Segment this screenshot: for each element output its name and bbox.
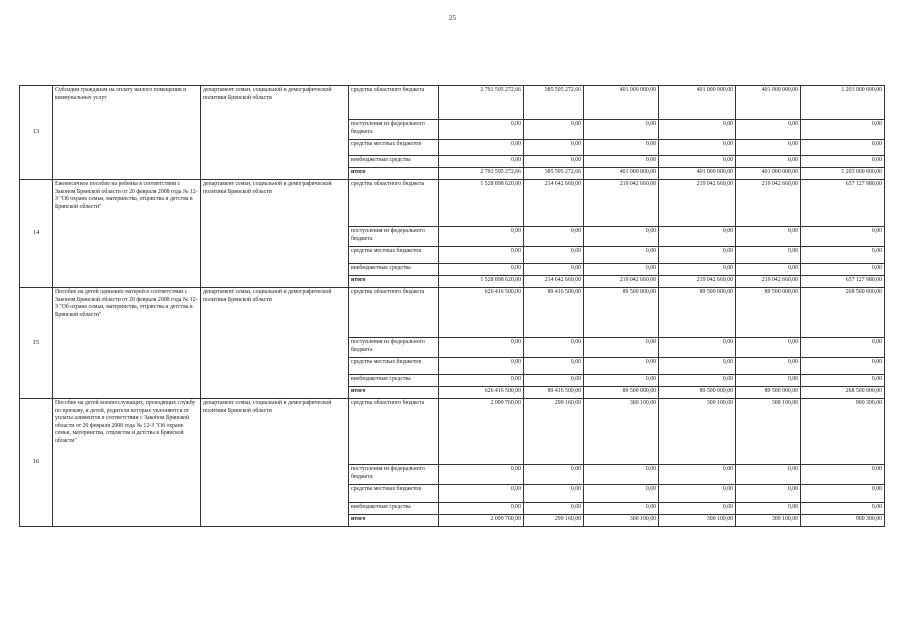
- amount-cell: 0,00: [801, 140, 885, 156]
- amount-cell: 0,00: [659, 140, 736, 156]
- amount-cell: 0,00: [801, 338, 885, 358]
- amount-cell: 0,00: [736, 120, 801, 140]
- amount-cell: 0,00: [801, 156, 885, 168]
- amount-cell: 0,00: [524, 358, 584, 375]
- amount-cell: 0,00: [659, 358, 736, 375]
- amount-cell: 89 416 500,00: [524, 288, 584, 338]
- budget-table: [19, 85, 885, 527]
- amount-cell: 0,00: [801, 465, 885, 485]
- amount-cell: 0,00: [584, 465, 659, 485]
- amount-cell: 89 500 000,00: [736, 387, 801, 399]
- amount-cell: 0,00: [584, 247, 659, 264]
- amount-cell: 214 642 660,00: [524, 276, 584, 288]
- amount-cell: 219 042 660,00: [659, 276, 736, 288]
- amount-cell: 0,00: [439, 140, 524, 156]
- amount-cell: 0,00: [736, 375, 801, 387]
- funding-source: средства областного бюджета: [349, 288, 439, 338]
- measure-name: Пособие на детей военнослужащих, проходящих службу по призыву, и детей, родители которых уклоняются от уплаты алиментов в соответствии с Законом Брянской области от 20 февраля 2008 года № 12-З "Об охране семьи, материнства, отцовства и детства в Брянской области": [53, 399, 201, 527]
- amount-cell: 0,00: [439, 227, 524, 247]
- amount-cell: 1 528 898 620,00: [439, 276, 524, 288]
- amount-cell: 0,00: [801, 120, 885, 140]
- amount-cell: 0,00: [524, 338, 584, 358]
- row-number: 15: [20, 288, 53, 399]
- amount-cell: 0,00: [736, 247, 801, 264]
- amount-cell: 0,00: [524, 375, 584, 387]
- amount-cell: 299 160,00: [524, 399, 584, 465]
- funding-source: поступления из федерального бюджета: [349, 120, 439, 140]
- amount-cell: 1 203 000 000,00: [801, 86, 885, 120]
- amount-cell: 1 203 000 000,00: [801, 168, 885, 180]
- amount-cell: 0,00: [524, 503, 584, 515]
- row-number: 16: [20, 399, 53, 527]
- amount-cell: 0,00: [659, 465, 736, 485]
- funding-source: средства местных бюджетов: [349, 485, 439, 503]
- amount-cell: 89 416 500,00: [524, 387, 584, 399]
- amount-cell: 0,00: [736, 358, 801, 375]
- amount-cell: 900 300,00: [801, 399, 885, 465]
- amount-cell: 300 100,00: [584, 515, 659, 527]
- amount-cell: 0,00: [439, 120, 524, 140]
- amount-cell: 401 000 000,00: [659, 86, 736, 120]
- amount-cell: 657 127 980,00: [801, 276, 885, 288]
- amount-cell: 0,00: [439, 485, 524, 503]
- amount-cell: 0,00: [439, 358, 524, 375]
- amount-cell: 214 642 660,00: [524, 180, 584, 227]
- funding-source: внебюджетные средства: [349, 264, 439, 276]
- funding-source: средства местных бюджетов: [349, 247, 439, 264]
- responsible-department: департамент семьи, социальной и демографической политики Брянской области: [201, 86, 349, 180]
- amount-cell: 0,00: [439, 465, 524, 485]
- amount-cell: 401 000 000,00: [736, 168, 801, 180]
- amount-cell: 0,00: [439, 247, 524, 264]
- amount-cell: 401 000 000,00: [584, 168, 659, 180]
- amount-cell: 0,00: [524, 264, 584, 276]
- amount-cell: 0,00: [524, 465, 584, 485]
- total-label: итого: [349, 515, 439, 527]
- amount-cell: 219 042 660,00: [584, 276, 659, 288]
- amount-cell: 219 042 660,00: [659, 180, 736, 227]
- total-label: итого: [349, 168, 439, 180]
- amount-cell: 0,00: [439, 338, 524, 358]
- amount-cell: 0,00: [736, 485, 801, 503]
- amount-cell: 0,00: [584, 140, 659, 156]
- funding-source: средства местных бюджетов: [349, 358, 439, 375]
- amount-cell: 89 500 000,00: [659, 387, 736, 399]
- total-label: итого: [349, 276, 439, 288]
- amount-cell: 0,00: [584, 485, 659, 503]
- funding-source: средства местных бюджетов: [349, 140, 439, 156]
- amount-cell: 900 300,00: [801, 515, 885, 527]
- amount-cell: 0,00: [584, 227, 659, 247]
- row-number: 13: [20, 86, 53, 180]
- total-label: итого: [349, 387, 439, 399]
- table-row: [20, 288, 885, 338]
- amount-cell: 0,00: [584, 120, 659, 140]
- amount-cell: 0,00: [524, 247, 584, 264]
- amount-cell: 300 100,00: [736, 515, 801, 527]
- amount-cell: 0,00: [801, 375, 885, 387]
- amount-cell: 0,00: [659, 247, 736, 264]
- measure-name: Субсидии гражданам на оплату жилого помещения и коммунальных услуг: [53, 86, 201, 180]
- measure-name: Пособие на детей одиноких матерей в соответствии с Законом Брянской области от 20 февраля 2008 года № 12-З "Об охране семьи, материнства, отцовства и детства в Брянской области": [53, 288, 201, 399]
- amount-cell: 0,00: [801, 358, 885, 375]
- funding-source: поступления из федерального бюджета: [349, 465, 439, 485]
- funding-source: поступления из федерального бюджета: [349, 227, 439, 247]
- amount-cell: 626 416 500,00: [439, 288, 524, 338]
- amount-cell: 0,00: [439, 156, 524, 168]
- table-row: [20, 180, 885, 227]
- funding-source: средства областного бюджета: [349, 180, 439, 227]
- amount-cell: 0,00: [801, 485, 885, 503]
- amount-cell: 0,00: [801, 227, 885, 247]
- amount-cell: 0,00: [439, 375, 524, 387]
- amount-cell: 300 100,00: [736, 399, 801, 465]
- responsible-department: департамент семьи, социальной и демографической политики Брянской области: [201, 180, 349, 288]
- amount-cell: 0,00: [584, 375, 659, 387]
- funding-source: средства областного бюджета: [349, 86, 439, 120]
- responsible-department: департамент семьи, социальной и демографической политики Брянской области: [201, 399, 349, 527]
- row-number: 14: [20, 180, 53, 288]
- amount-cell: 89 500 000,00: [584, 288, 659, 338]
- amount-cell: 0,00: [584, 264, 659, 276]
- amount-cell: 89 500 000,00: [584, 387, 659, 399]
- amount-cell: 0,00: [584, 338, 659, 358]
- amount-cell: 299 160,00: [524, 515, 584, 527]
- amount-cell: 0,00: [659, 338, 736, 358]
- amount-cell: 626 416 500,00: [439, 387, 524, 399]
- amount-cell: 2 791 595 272,66: [439, 168, 524, 180]
- amount-cell: 0,00: [736, 227, 801, 247]
- funding-source: внебюджетные средства: [349, 375, 439, 387]
- amount-cell: 0,00: [524, 140, 584, 156]
- funding-source: поступления из федерального бюджета: [349, 338, 439, 358]
- amount-cell: 0,00: [659, 485, 736, 503]
- amount-cell: 2 099 760,00: [439, 399, 524, 465]
- amount-cell: 0,00: [584, 503, 659, 515]
- amount-cell: 2 791 595 272,66: [439, 86, 524, 120]
- amount-cell: 0,00: [801, 247, 885, 264]
- amount-cell: 268 500 000,00: [801, 288, 885, 338]
- amount-cell: 385 595 272,66: [524, 86, 584, 120]
- amount-cell: 219 042 660,00: [736, 276, 801, 288]
- amount-cell: 0,00: [524, 120, 584, 140]
- amount-cell: 300 100,00: [659, 399, 736, 465]
- amount-cell: 0,00: [659, 264, 736, 276]
- amount-cell: 401 000 000,00: [659, 168, 736, 180]
- amount-cell: 0,00: [736, 140, 801, 156]
- amount-cell: 1 528 898 620,00: [439, 180, 524, 227]
- amount-cell: 89 500 000,00: [736, 288, 801, 338]
- amount-cell: 0,00: [801, 503, 885, 515]
- amount-cell: 401 000 000,00: [736, 86, 801, 120]
- amount-cell: 0,00: [584, 156, 659, 168]
- amount-cell: 0,00: [524, 485, 584, 503]
- table-row: [20, 399, 885, 465]
- measure-name: Ежемесячное пособие на ребенка в соответствии с Законом Брянской области от 20 февраля 2008 года № 12-З "Об охране семьи, материнства, отцовства и детства в Брянской области": [53, 180, 201, 288]
- amount-cell: 0,00: [801, 264, 885, 276]
- amount-cell: 0,00: [736, 264, 801, 276]
- amount-cell: 0,00: [439, 264, 524, 276]
- amount-cell: 89 500 000,00: [659, 288, 736, 338]
- responsible-department: департамент семьи, социальной и демографической политики Брянской области: [201, 288, 349, 399]
- funding-source: внебюджетные средства: [349, 156, 439, 168]
- amount-cell: 0,00: [736, 338, 801, 358]
- amount-cell: 0,00: [736, 503, 801, 515]
- amount-cell: 385 595 272,66: [524, 168, 584, 180]
- amount-cell: 0,00: [584, 358, 659, 375]
- amount-cell: 219 042 660,00: [736, 180, 801, 227]
- amount-cell: 0,00: [736, 156, 801, 168]
- amount-cell: 2 099 760,00: [439, 515, 524, 527]
- amount-cell: 219 042 660,00: [584, 180, 659, 227]
- amount-cell: 0,00: [736, 465, 801, 485]
- amount-cell: 0,00: [659, 227, 736, 247]
- page-number: 25: [449, 14, 456, 22]
- amount-cell: 0,00: [659, 120, 736, 140]
- amount-cell: 0,00: [659, 156, 736, 168]
- amount-cell: 0,00: [524, 227, 584, 247]
- amount-cell: 0,00: [524, 156, 584, 168]
- table-row: [20, 86, 885, 120]
- amount-cell: 300 100,00: [659, 515, 736, 527]
- funding-source: средства областного бюджета: [349, 399, 439, 465]
- amount-cell: 0,00: [659, 503, 736, 515]
- amount-cell: 657 127 980,00: [801, 180, 885, 227]
- amount-cell: 0,00: [439, 503, 524, 515]
- amount-cell: 0,00: [659, 375, 736, 387]
- amount-cell: 401 000 000,00: [584, 86, 659, 120]
- funding-source: внебюджетные средства: [349, 503, 439, 515]
- amount-cell: 300 100,00: [584, 399, 659, 465]
- amount-cell: 268 500 000,00: [801, 387, 885, 399]
